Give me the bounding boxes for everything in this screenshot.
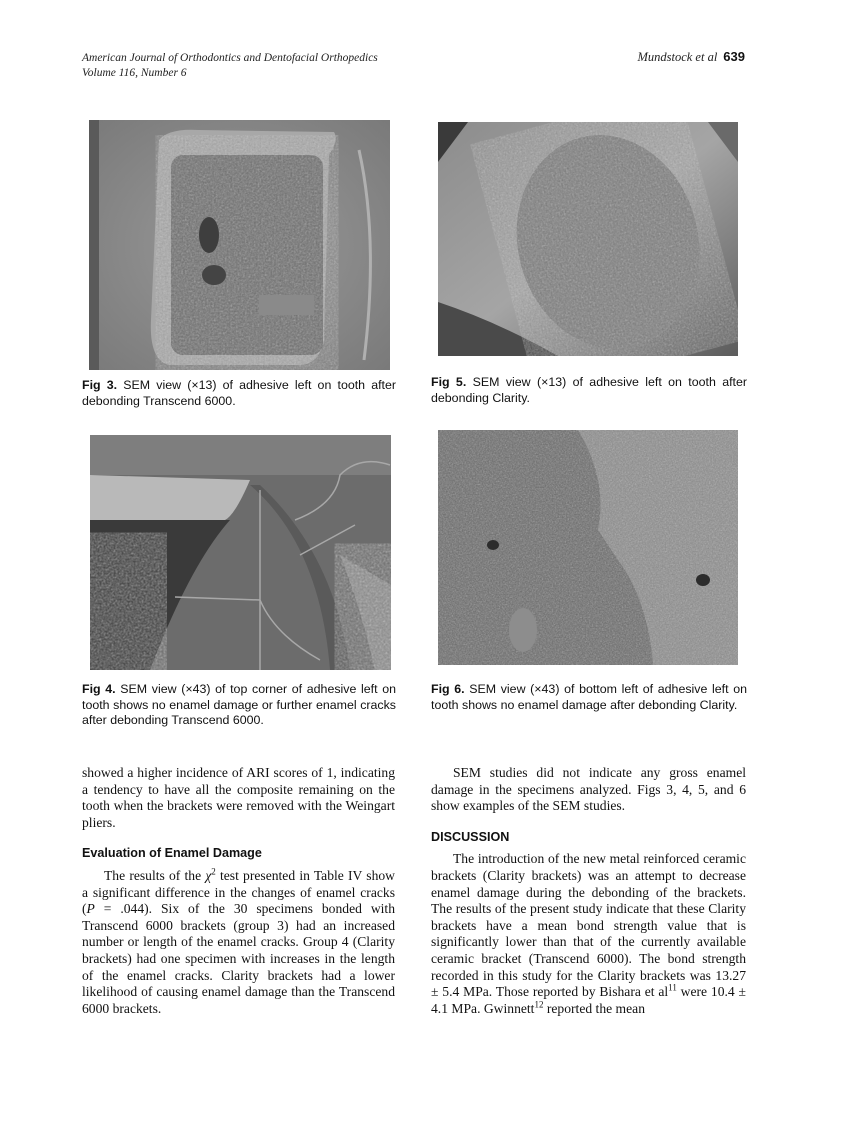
figure-4-caption xyxy=(82,682,396,729)
right-paragraph-2: The introduction of the new metal reinforced ceramic brackets (Clarity brackets) was an attempt to decrease enamel damage during the debonding of the brackets. The results of the present study indicate that these Clarity brackets have a mean bond strength value that is significantly lower than that of the currently available ceramic bracket (Transcend 6000). The bond strength recorded in this study for the Clarity brackets was 13.27 ± 5.4 MPa. Those reported by Bishara et $al^{11}$ were 10.4 ± 4.1 MPa. Gwinnett$^{12}$ reported the mean xyxy=(431,851,746,1016)
citation-11: 11 xyxy=(668,982,677,993)
left-paragraph-2: The results of the $\chi^2$ test presented in Table IV show a significant difference in the changes of enamel cracks (P = .044). Six of the 30 specimens bonded with Transcend 6000 brackets (group 3) had an increased number or length of the enamel cracks. Group 4 (Clarity brackets) had one specimen with increases in the length of the enamel cracks. Clarity brackets had a lower likelihood of causing enamel damage than the Transcend 6000 brackets. xyxy=(82,866,395,1016)
figure-4-image xyxy=(90,435,391,670)
right-paragraph-1: SEM studies did not indicate any gross enamel damage in the specimens analyzed. Figs 3, 4, 5, and 6 show examples of the SEM studies. xyxy=(431,765,746,814)
figure-5-label: Fig 5. xyxy=(431,375,467,389)
body-right-column xyxy=(431,765,746,1017)
figure-6-image xyxy=(438,430,738,665)
section-heading-discussion: DISCUSSION xyxy=(431,829,510,844)
figure-4-label: Fig 4. xyxy=(82,682,116,696)
journal-title: American Journal of Orthodontics and Dentofacial Orthopedics xyxy=(82,52,378,64)
figure-5-caption-text: SEM view (×13) of adhesive left on tooth after debonding Clarity. xyxy=(431,375,747,405)
authors: Mundstock et al xyxy=(637,50,718,64)
figure-6-caption xyxy=(431,682,747,713)
body-left-column xyxy=(82,765,395,1017)
figure-5-caption xyxy=(431,375,747,406)
figure-3-label: Fig 3. xyxy=(82,378,118,392)
left-paragraph-1: showed a higher incidence of ARI scores of 1, indicating a tendency to have all the composite remaining on the tooth when the brackets were removed with the Weingart pliers. xyxy=(82,765,395,830)
figure-3-caption xyxy=(82,378,396,409)
section-heading-enamel-damage: Evaluation of Enamel Damage xyxy=(82,846,262,861)
figure-5-image xyxy=(438,122,738,356)
journal-volume: Volume 116, Number 6 xyxy=(82,67,187,79)
figure-6-caption-text: SEM view (×43) of bottom left of adhesive left on tooth shows no enamel damage after debonding Clarity. xyxy=(431,682,747,712)
page-number: 639 xyxy=(723,49,745,64)
running-header-right xyxy=(637,49,745,65)
running-header-journal xyxy=(82,51,378,81)
figure-3-caption-text: SEM view (×13) of adhesive left on tooth after debonding Transcend 6000. xyxy=(82,378,397,408)
figure-3-image xyxy=(89,120,390,370)
figure-6-label: Fig 6. xyxy=(431,682,465,696)
citation-12: 12 xyxy=(534,999,544,1010)
figure-4-caption-text: SEM view (×43) of top corner of adhesive left on tooth shows no enamel damage or further enamel cracks after debonding Transcend 6000. xyxy=(82,682,396,727)
